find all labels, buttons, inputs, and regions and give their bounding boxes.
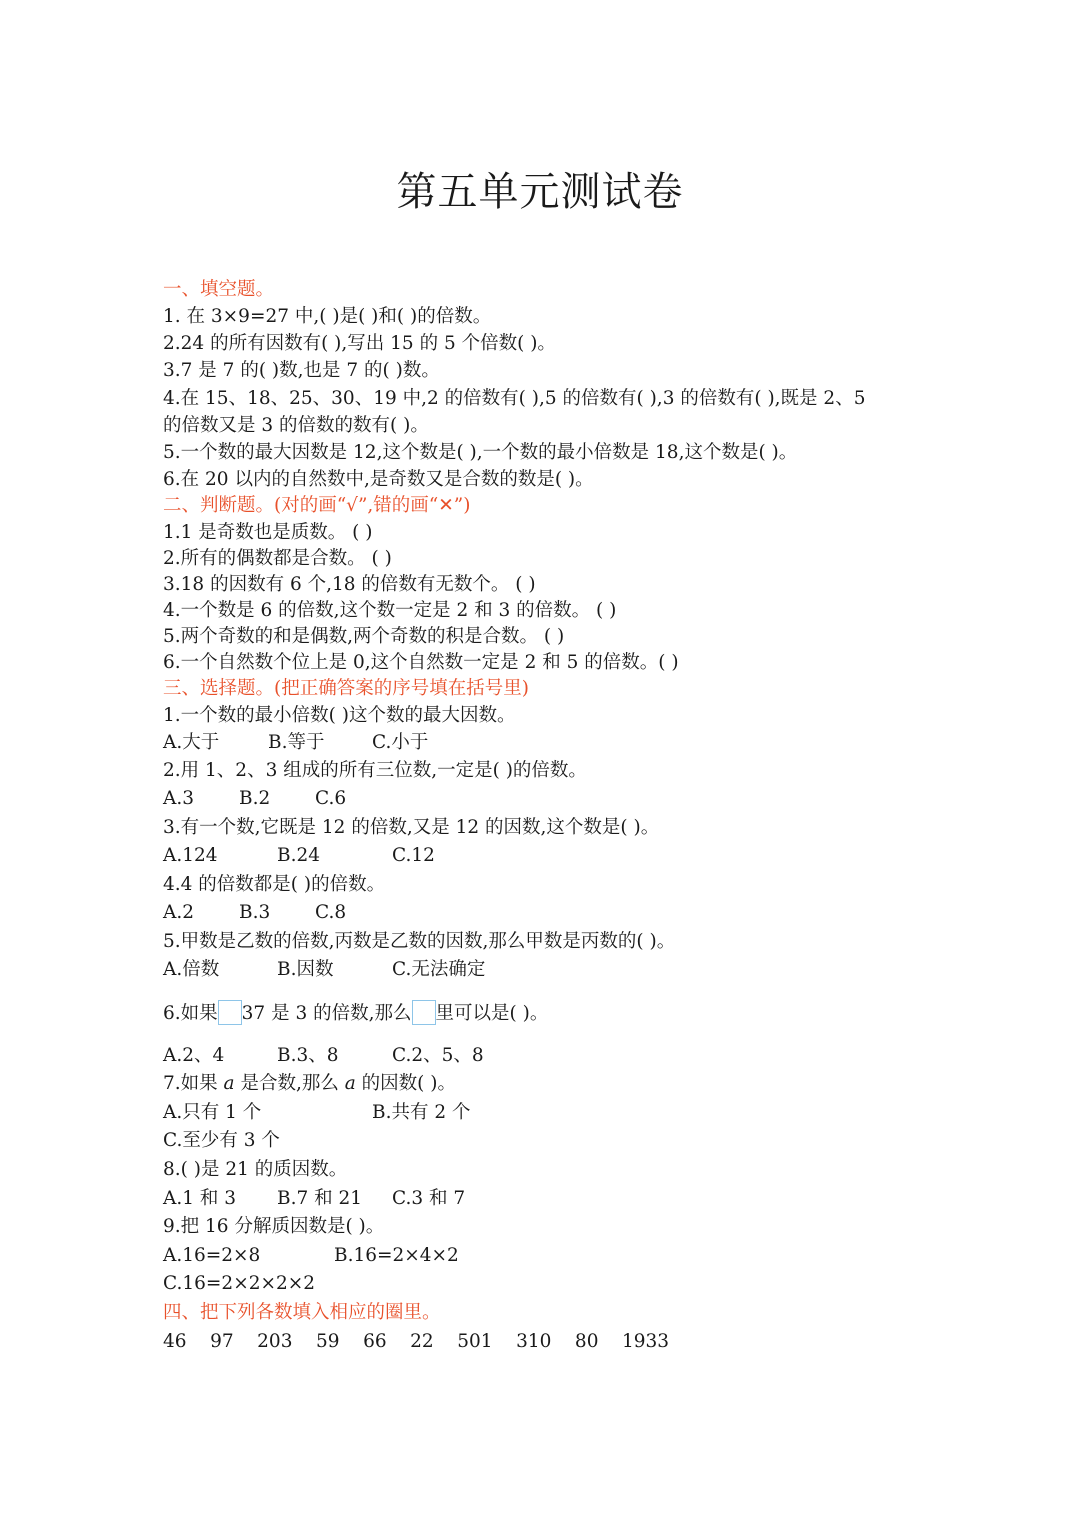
page-title: 第五单元测试卷 — [396, 169, 684, 215]
choice-option: B.因数 — [277, 959, 334, 980]
choice-question-4: 4.4 的倍数都是( )的倍数。 — [163, 874, 386, 895]
choice-option: A.倍数 — [163, 959, 220, 980]
section-heading-sort: 四、把下列各数填入相应的圈里。 — [163, 1302, 441, 1323]
choice-question-7 — [163, 1071, 456, 1097]
section-heading-judge: 二、判断题。(对的画“√”,错的画“✕”) — [163, 495, 471, 516]
choice-question-1: 1.一个数的最小倍数( )这个数的最大因数。 — [163, 705, 516, 726]
choice-option: A.16=2×8 — [163, 1245, 261, 1266]
q7-text-end: 的因数( )。 — [355, 1073, 456, 1094]
judge-question-4: 4.一个数是 6 的倍数,这个数一定是 2 和 3 的倍数。 ( ) — [163, 600, 617, 621]
choice-option: B.16=2×4×2 — [334, 1245, 459, 1266]
judge-question-2: 2.所有的偶数都是合数。 ( ) — [163, 548, 392, 569]
variable-a: a — [344, 1073, 356, 1094]
number-item: 203 — [257, 1331, 293, 1352]
choice-option: C.无法确定 — [392, 959, 486, 980]
choice-option: B.7 和 21 — [277, 1188, 363, 1209]
choice-option: C.12 — [392, 845, 435, 866]
number-list — [163, 1329, 669, 1355]
judge-question-5: 5.两个奇数的和是偶数,两个奇数的积是合数。 ( ) — [163, 626, 565, 647]
choice-option: C.3 和 7 — [392, 1188, 466, 1209]
choice-option: A.只有 1 个 — [163, 1102, 262, 1123]
choice-option: A.大于 — [163, 732, 220, 753]
fill-question-4-cont: 的倍数又是 3 的倍数的数有( )。 — [163, 415, 429, 436]
choice-question-8: 8.( )是 21 的质因数。 — [163, 1159, 348, 1180]
choice-option: B.3、8 — [277, 1045, 339, 1066]
section-heading-choice: 三、选择题。(把正确答案的序号填在括号里) — [163, 678, 529, 699]
fill-question-5: 5.一个数的最大因数是 12,这个数是( ),一个数的最小倍数是 18,这个数是( )。 — [163, 442, 798, 463]
number-item: 1933 — [622, 1331, 670, 1352]
fill-question-6: 6.在 20 以内的自然数中,是奇数又是合数的数是( )。 — [163, 469, 594, 490]
choice-question-5: 5.甲数是乙数的倍数,丙数是乙数的因数,那么甲数是丙数的( )。 — [163, 931, 676, 952]
choice-option: B.等于 — [268, 732, 325, 753]
fill-question-3: 3.7 是 7 的( )数,也是 7 的( )数。 — [163, 360, 440, 381]
variable-a: a — [223, 1073, 235, 1094]
number-item: 80 — [574, 1331, 599, 1352]
number-item: 46 — [163, 1331, 187, 1352]
fill-question-4: 4.在 15、18、25、30、19 中,2 的倍数有( ),5 的倍数有( ),3 的倍数有( ),既是 2、5 — [163, 388, 866, 409]
choice-question-6 — [163, 1000, 548, 1026]
choice-question-9: 9.把 16 分解质因数是( )。 — [163, 1216, 385, 1237]
blank-square — [412, 1000, 436, 1025]
choice-question-3: 3.有一个数,它既是 12 的倍数,又是 12 的因数,这个数是( )。 — [163, 817, 660, 838]
choice-option: C.至少有 3 个 — [163, 1130, 280, 1151]
q6-text-mid: 37 是 3 的倍数,那么 — [241, 1003, 412, 1024]
choice-option: C.2、5、8 — [392, 1045, 484, 1066]
choice-option: C.8 — [315, 902, 347, 923]
fill-question-2: 2.24 的所有因数有( ),写出 15 的 5 个倍数( )。 — [163, 333, 556, 354]
choice-option: B.3 — [239, 902, 271, 923]
number-item: 501 — [457, 1331, 493, 1352]
choice-option: B.24 — [277, 845, 321, 866]
choice-option: A.2、4 — [163, 1045, 225, 1066]
q6-text-start: 6.如果 — [163, 1003, 218, 1024]
section-heading-fill: 一、填空题。 — [163, 279, 275, 300]
choice-option: C.6 — [315, 788, 347, 809]
choice-option: A.124 — [163, 845, 218, 866]
blank-square — [218, 1000, 242, 1025]
number-item: 59 — [316, 1331, 340, 1352]
q6-text-end: 里可以是( )。 — [435, 1003, 549, 1024]
choice-option: A.3 — [163, 788, 195, 809]
choice-option: C.16=2×2×2×2 — [163, 1273, 316, 1294]
judge-question-1: 1.1 是奇数也是质数。 ( ) — [163, 522, 373, 543]
choice-option: B.2 — [239, 788, 271, 809]
q7-text-mid: 是合数,那么 — [234, 1073, 345, 1094]
fill-question-1: 1. 在 3×9=27 中,( )是( )和( )的倍数。 — [163, 306, 492, 327]
judge-question-3: 3.18 的因数有 6 个,18 的倍数有无数个。 ( ) — [163, 574, 536, 595]
number-item: 97 — [210, 1331, 234, 1352]
number-item: 66 — [363, 1331, 387, 1352]
choice-option: B.共有 2 个 — [372, 1102, 471, 1123]
choice-option: C.小于 — [372, 732, 429, 753]
number-item: 310 — [516, 1331, 552, 1352]
judge-question-6: 6.一个自然数个位上是 0,这个自然数一定是 2 和 5 的倍数。( ) — [163, 652, 679, 673]
q7-text-start: 7.如果 — [163, 1073, 224, 1094]
choice-option: A.1 和 3 — [163, 1188, 237, 1209]
choice-question-2: 2.用 1、2、3 组成的所有三位数,一定是( )的倍数。 — [163, 760, 587, 781]
number-item: 22 — [410, 1331, 434, 1352]
choice-option: A.2 — [163, 902, 195, 923]
